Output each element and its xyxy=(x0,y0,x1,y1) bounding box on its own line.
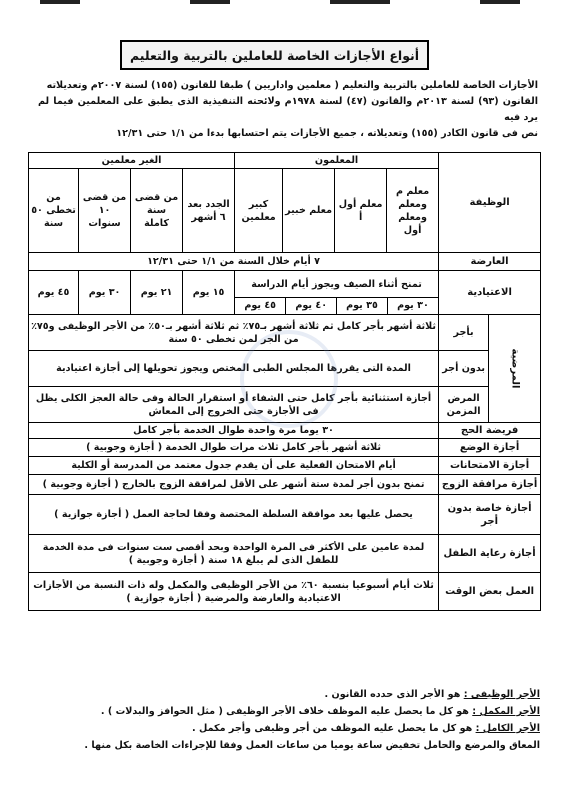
sick-paid-value: ثلاثة أشهر بأجر كامل ثم ثلاثة أشهر بـ٧٥٪ ثم ثلاثة أشهر بـ٥٠٪ من الأجر الوظيفى و٧٥٪ من الجر لمن تخطى ٥٠ سنة xyxy=(29,315,439,351)
casual-leave-value: ٧ أيام خلال السنة من ١/١ حتى ١٢/٣١ xyxy=(29,253,439,271)
note-line xyxy=(40,720,540,737)
intro-line: نص فى قانون الكادر (١٥٥) وتعديلاته ، جميع الأجازات يتم احتسابها بدءا من ١/١ حتى ١٢/٣١ xyxy=(116,128,538,139)
regular-non-teacher-days: ٣٠ يوم xyxy=(79,271,131,315)
note-text: المعاق والمرضع والحامل تخفيض ساعة يوميا من ساعات العمل وفقا للإجراءات الخاصة بكل منها . xyxy=(84,740,540,751)
hajj-leave-label: فريضة الحج xyxy=(439,423,541,439)
regular-non-teacher-days: ١٥ يوم xyxy=(183,271,235,315)
teacher-col-header: معلم م ومعلم ومعلم أول xyxy=(387,169,439,253)
non-teacher-col-header: من قضى سنة كاملة xyxy=(131,169,183,253)
teacher-col-header: معلم أول أ xyxy=(335,169,387,253)
part-time-value: ثلاث أيام أسبوعيا بنسبة ٦٠٪ من الأجر الوظيفى والمكمل وله ذات النسبة من الأجازات الاعتيادية والعارضة والمرضية ( أجازة جوازية ) xyxy=(29,573,439,611)
regular-non-teacher-days: ٤٥ يوم xyxy=(29,271,79,315)
childcare-leave-value: لمدة عامين على الأكثر فى المرة الواحدة وبحد أقصى ست سنوات فى مدة الخدمة للطفل الذى لم يبلغ ١٨ سنة ( أجازة وجوبية ) xyxy=(29,535,439,573)
sick-leave-label: المرضية xyxy=(489,315,541,423)
intro-paragraph xyxy=(38,78,538,142)
sick-chronic-value: أجازة استثنائية بأجر كامل حتى الشفاء أو استقرار الحالة وفى حالة العجز الكلى يظل فى الأجازة حتى الخروج إلى المعاش xyxy=(29,387,439,423)
non-teacher-col-header: من تخطى ٥٠ سنة xyxy=(29,169,79,253)
teacher-col-header: كبير معلمين xyxy=(235,169,283,253)
top-strip xyxy=(0,0,565,10)
teachers-header: المعلمون xyxy=(235,153,439,169)
childcare-leave-label: أجازة رعاية الطفل xyxy=(439,535,541,573)
casual-leave-label: العارضة xyxy=(439,253,541,271)
maternity-leave-label: أجازة الوضع xyxy=(439,439,541,457)
exam-leave-value: أيام الامتحان الفعلية على أن يقدم جدول معتمد من المدرسة أو الكلية xyxy=(29,457,439,475)
note-term: الأجر المكمل : xyxy=(472,706,540,717)
spouse-leave-value: تمنح بدون أجر لمدة ستة أشهر على الأقل لمرافقة الزوج بالخارج ( أجازة وجوبية ) xyxy=(29,475,439,495)
regular-teacher-days: ٣٠ يوم xyxy=(387,298,438,314)
regular-teacher-days: ٣٥ يوم xyxy=(337,298,388,314)
regular-leave-label: الاعتيادية xyxy=(439,271,541,315)
note-line xyxy=(40,737,540,754)
note-line xyxy=(40,686,540,703)
note-line xyxy=(40,703,540,720)
part-time-label: العمل بعض الوقت xyxy=(439,573,541,611)
sick-unpaid-value: المدة التى يقررها المجلس الطبى المختص ويجوز تحويلها إلى أجازة اعتيادية xyxy=(29,351,439,387)
hajj-leave-value: ٣٠ يوما مرة واحدة طوال الخدمة بأجر كامل xyxy=(29,423,439,439)
note-text: هو كل ما يحصل عليه الموظف خلاف الأجر الوظيفى ( مثل الحوافز والبدلات ) . xyxy=(100,706,473,717)
sick-sub-label: المرض المزمن xyxy=(439,387,489,423)
note-text: هو الأجر الذى حدده القانون . xyxy=(324,689,464,700)
regular-teacher-days: ٤٥ يوم xyxy=(235,298,286,314)
sick-sub-label: بدون أجر xyxy=(439,351,489,387)
regular-teachers-cell xyxy=(235,271,439,315)
spouse-leave-label: أجازة مرافقة الزوج xyxy=(439,475,541,495)
page-title: أنواع الأجازات الخاصة للعاملين بالتربية والتعليم xyxy=(120,40,429,70)
note-term: الأجر الوظيفى : xyxy=(463,689,540,700)
unpaid-special-leave-label: أجازة خاصة بدون أجر xyxy=(439,495,541,535)
note-text: هو كل ما يحصل عليه الموظف من أجر وظيفى وأجر مكمل . xyxy=(192,723,476,734)
non-teacher-col-header: من قضى ١٠ سنوات xyxy=(79,169,131,253)
leave-types-table xyxy=(28,152,541,611)
non-teacher-col-header: الجدد بعد ٦ أشهر xyxy=(183,169,235,253)
sick-sub-label: بأجر xyxy=(439,315,489,351)
regular-teachers-note: تمنح أثناء الصيف ويجوز أيام الدراسة xyxy=(235,272,438,298)
intro-line: القانون (٩٣) لسنة ٢٠١٣م والقانون (٤٧) لسنة ١٩٧٨م ولائحته التنفيذية الذى يطبق على المعلمين فيما لم يرد فيه xyxy=(38,96,538,123)
maternity-leave-value: ثلاثة أشهر بأجر كامل ثلاث مرات طوال الخدمة ( أجازة وجوبية ) xyxy=(29,439,439,457)
unpaid-special-leave-value: يحصل عليها بعد موافقة السلطة المختصة وفقا لحاجة العمل ( أجازة جوازية ) xyxy=(29,495,439,535)
note-term: الأجر الكامل : xyxy=(475,723,540,734)
job-header: الوظيفة xyxy=(439,153,541,253)
intro-line: الأجازات الخاصة للعاملين بالتربية والتعليم ( معلمين واداريين ) طبقا للقانون (١٥٥) لسنة ٢٠٠٧م وتعديلاته xyxy=(46,80,538,91)
exam-leave-label: أجازة الامتحانات xyxy=(439,457,541,475)
non-teachers-header: الغير معلمين xyxy=(29,153,235,169)
regular-teacher-days: ٤٠ يوم xyxy=(286,298,337,314)
teacher-col-header: معلم خبير xyxy=(283,169,335,253)
regular-non-teacher-days: ٢١ يوم xyxy=(131,271,183,315)
notes-section xyxy=(40,686,540,754)
